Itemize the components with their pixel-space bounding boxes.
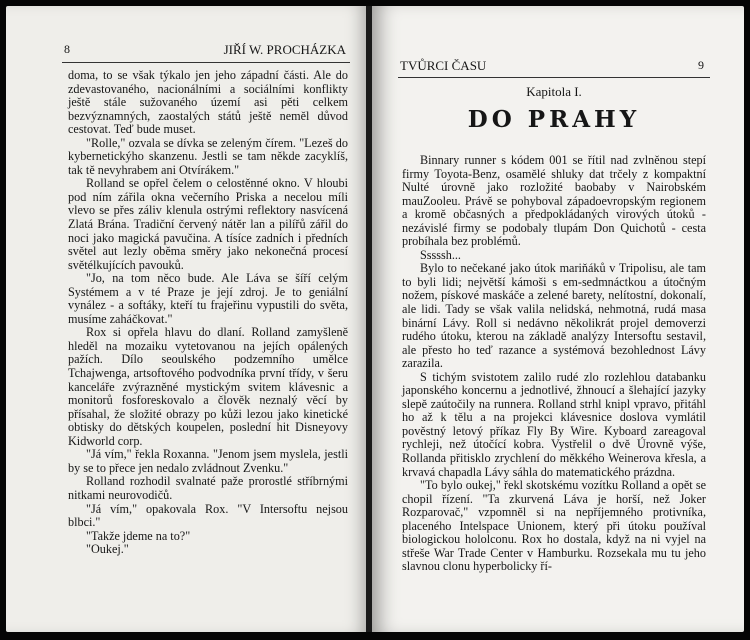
header-rule [398, 77, 710, 78]
paragraph: Rolland rozhodil svalnaté paže prorostlé stříbrnými nitkami neurovodičů. [68, 474, 348, 502]
paragraph: "Jo, na tom něco bude. Ale Láva se šíří celým Systémem a v té Praze je její zdroj. Je to geniální vynález - a softáky, kteří tu frajeřinu vypustili do světa, musíme zaháčkovat." [68, 271, 348, 326]
paragraph: "To bylo oukej," řekl skotskému vozítku Rolland a opět se chopil řízení. "Ta zkurvená Láva je horší, než Joker Rozparovač," vzpomněl si na nepříjemného protivníka, placeného Intelspace Unionem, který při útoku používal biologickou hololconu. Rox ho dostala, když na ni vyjel na střeše War Trade Center v Hamburku. Rozsekala mu tu jeho slavnou clonu hyperbolicky ří- [402, 478, 706, 574]
paragraph: Rox si opřela hlavu do dlaní. Rolland zamyšleně hleděl na mozaiku vytetovanou na jejích opálených pažích. Dílo seoulského podzemního umělce Tchajwenga, artsoftového podvodníka první třídy, v šeru kanceláře zvýrazněné mystickým svitem klávesnic a monitorů fosforeskovalo a člověk neznalý věcí by přísahal, že složité obrazy po kůži lezou jako kinetické obtisky do dětských koupelen, poslední hit Disneyovy Kidworld corp. [68, 325, 348, 448]
body-text [402, 154, 706, 574]
page-number: 9 [698, 58, 704, 72]
paragraph: Bylo to nečekané jako útok mariňáků v Tripolisu, ale tam to byli lidi; největší kámoši s em-sedmnáctkou a útočným nožem, pískové maskáče a zelené barety, nelítostní, dokonalí, ale lidi. Tady se však valila nelidská, nehmotná, rudá masa binární Lávy. Roll si nedávno několikrát projel demoverzi rudého útoku, kterou na základě analýzy Intersoftu sestavil, ale přesto ho teď razance a systémová bezohlednost Lávy zarazila. [402, 261, 706, 371]
paragraph: S tichým svistotem zalilo rudé zlo rozlehlou databanku japonského koncernu a jednotlivé, žhnoucí a šlehající jazyky slepě zaútočily na runnera. Rolland strhl knipl vpravo, přitáhl ho až k tělu a na projekci klávesnice doslova vymlátil pověstný letový příkaz Fly By Wire. Kyboard zareagoval rychleji, než útočící kobra. Vystřelil o dvě Úrovně výše, Rollanda přitisklo zrychlení do měkkého Weinerova křesla, a krvavá chapadla Lávy sáhla do matematického prázdna. [402, 369, 706, 479]
paragraph: "Takže jdeme na to?" [86, 528, 191, 543]
chapter-label: Kapitola I. [526, 84, 582, 99]
body-text [68, 69, 348, 557]
left-page [6, 6, 368, 632]
paragraph: "Rolle," ozvala se dívka se zeleným čírem. "Lezeš do kybernetickýho skanzenu. Jestli se tam někde zacyklíš, tak tě nevyhrabem ani Otvírákem." [68, 135, 348, 177]
paragraph: "Oukej." [86, 542, 129, 557]
paragraph: doma, to se však týkalo jen jeho západní části. Ale do zdevastovaného, nacionálními a sociálními konflikty ještě stále sužovaného území asi pěti celkem bezvýznamných, zaostalých států ještě neměl důvod cestovat. Teď bude muset. [68, 68, 348, 137]
header-rule [62, 62, 350, 63]
chapter-title: DO PRAHY [467, 106, 641, 133]
paragraph: "Já vím," řekla Roxanna. "Jenom jsem myslela, jestli by se to přece jen nedalo zvládnout Zvenku." [68, 447, 348, 475]
paragraph: Sssssh... [420, 247, 461, 262]
book-spread [6, 6, 744, 632]
running-head: JIŘÍ W. PROCHÁZKA [223, 42, 346, 57]
page-number: 8 [64, 42, 70, 56]
paragraph: Rolland se opřel čelem o celostěnné okno. V hloubi pod ním zářila okna večerního Priska a necelou míli vlevo se přes záliv klenula ostrými reflektory nasvícená Zlatá Brána. Tradiční červený nátěr lan a pilířů zářil do noci jako magická pavučina. A tísíce zadních i předních světel aut lezly oběma směry jako nekonečná procesí světélkujících pavouků. [68, 176, 348, 272]
paragraph: "Já vím," opakovala Rox. "V Intersoftu nejsou blbci." [68, 501, 348, 530]
right-page [372, 6, 744, 632]
paragraph: Binnary runner s kódem 001 se řítil nad zvlněnou stepí firmy Toyota-Benz, osamělé shluky dat trčely z kompaktní Nulté úrovně jako rozložité baobaby v Nairobském mauZooleu. Právě se pohyboval západoevropským regionem a kromě občasných a předpokládaných virových útoků - nezávislé firmy se podobaly tlupám Don Quichotů - cesta probíhala bez problémů. [402, 153, 706, 249]
running-head: TVŮRCI ČASU [400, 58, 487, 73]
